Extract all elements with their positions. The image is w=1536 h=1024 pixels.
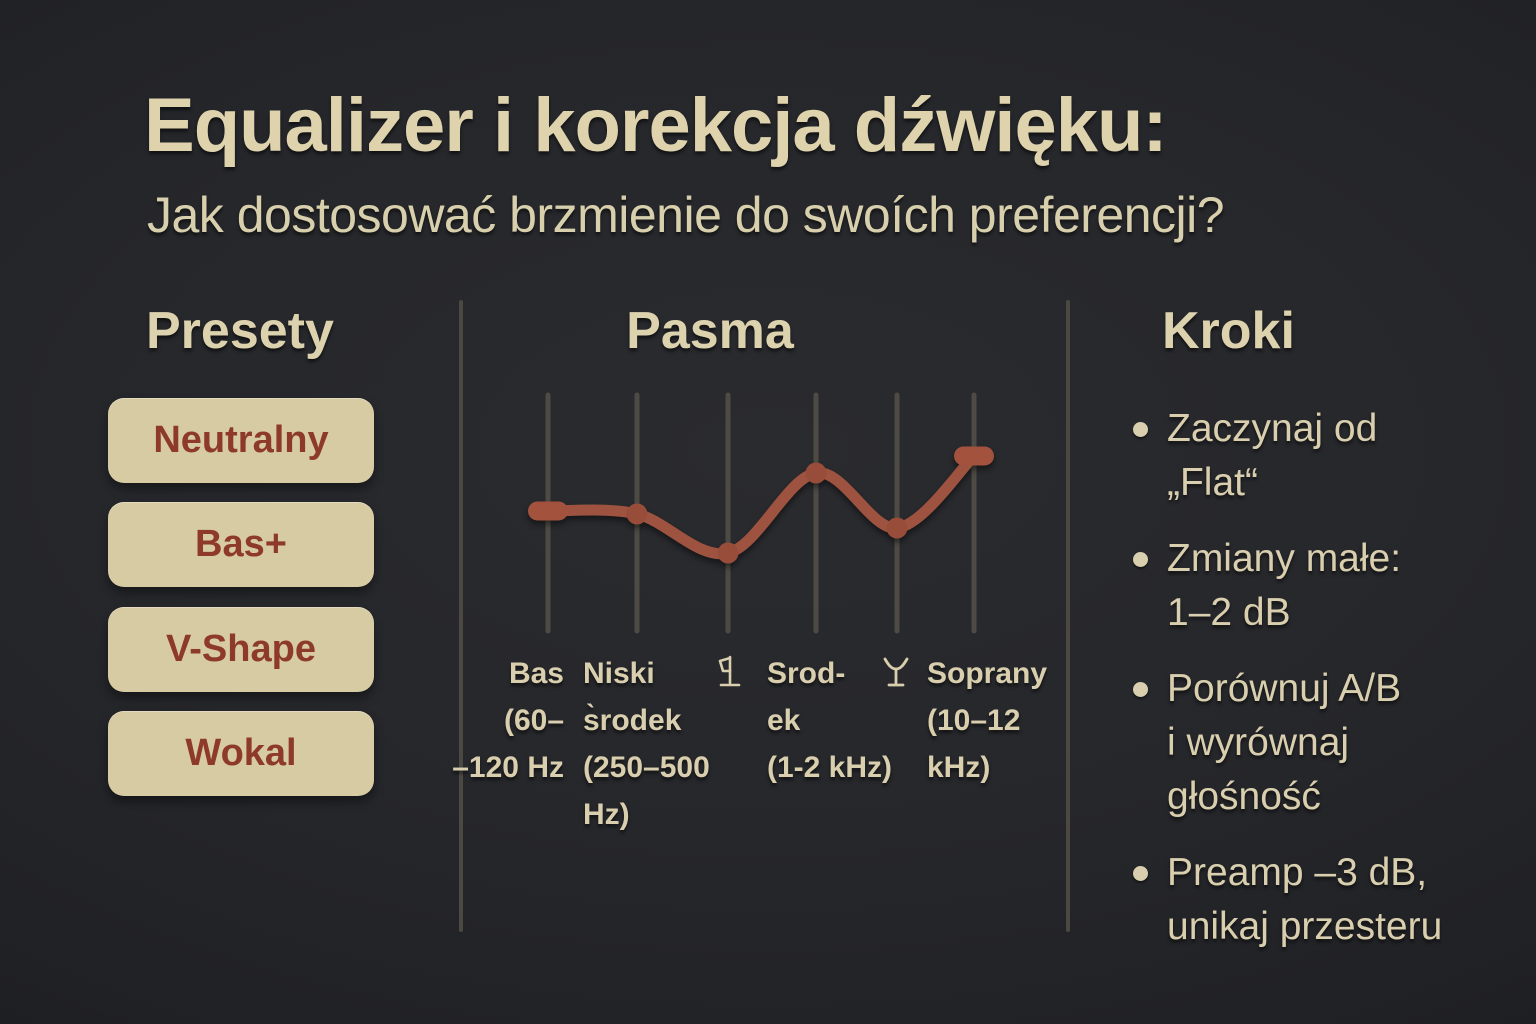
band-label-line: ek bbox=[767, 704, 801, 737]
band-label-line: s̀rodek bbox=[583, 704, 682, 737]
band-label-line: Niski bbox=[583, 657, 655, 690]
band-label-line: (250–500 bbox=[583, 751, 710, 784]
band-label-line: Srod- bbox=[767, 657, 846, 690]
step-line: Zaczynaj od bbox=[1167, 407, 1378, 450]
step-line: Preamp –3 dB, bbox=[1167, 851, 1428, 894]
steps-list bbox=[1133, 402, 1493, 976]
step-item-small-changes bbox=[1133, 532, 1493, 640]
steps-heading: Kroki bbox=[1162, 302, 1295, 360]
band-label-srodek bbox=[767, 650, 892, 791]
preset-button-wokal[interactable]: Wokal bbox=[108, 711, 374, 796]
eq-node-band3[interactable] bbox=[718, 543, 739, 564]
bullet-dot-icon bbox=[1133, 422, 1148, 437]
step-item-preamp bbox=[1133, 846, 1493, 954]
flag-glyph-icon bbox=[716, 654, 742, 697]
page-subtitle: Jak dostosować brzmienie do swoích preferencji? bbox=[147, 187, 1225, 243]
eq-node-band2[interactable] bbox=[627, 504, 648, 525]
bullet-dot-icon bbox=[1133, 552, 1148, 567]
band-label-soprany bbox=[927, 650, 1047, 791]
bullet-dot-icon bbox=[1133, 682, 1148, 697]
step-line: głośność bbox=[1167, 775, 1321, 818]
step-line: i wyrównaj bbox=[1167, 721, 1350, 764]
band-label-line: kHz) bbox=[927, 751, 991, 784]
eq-node-band4[interactable] bbox=[806, 463, 827, 484]
band-label-line: –120 Hz bbox=[452, 751, 564, 784]
band-label-niski-srodek bbox=[583, 650, 710, 838]
preset-button-neutralny[interactable]: Neutralny bbox=[108, 398, 374, 483]
bullet-dot-icon bbox=[1133, 866, 1148, 881]
y-glyph-icon bbox=[881, 656, 911, 693]
eq-node-band5[interactable] bbox=[887, 518, 908, 539]
page-title: Equalizer i korekcja dźwięku: bbox=[144, 83, 1167, 168]
eq-curve bbox=[548, 456, 974, 554]
band-label-line: (60– bbox=[503, 704, 564, 737]
step-line: Porównuj A/B bbox=[1167, 667, 1402, 710]
preset-button-bas-plus[interactable]: Bas+ bbox=[108, 502, 374, 587]
band-label-line: (10–12 bbox=[927, 704, 1021, 737]
band-label-line: (1-2 kHz) bbox=[767, 751, 893, 784]
step-line: Zmiany małe: bbox=[1167, 537, 1402, 580]
step-item-ab-compare bbox=[1133, 662, 1493, 824]
eq-curve-group bbox=[528, 447, 994, 564]
band-label-line: Soprany bbox=[927, 657, 1048, 690]
step-line: 1–2 dB bbox=[1167, 591, 1291, 634]
step-line: unikaj przesteru bbox=[1167, 905, 1443, 948]
band-label-line: Hz) bbox=[583, 798, 630, 831]
eq-handle-band1[interactable] bbox=[528, 502, 568, 521]
step-line: „Flat“ bbox=[1167, 461, 1258, 504]
eq-handle-band6[interactable] bbox=[954, 447, 994, 466]
step-item-flat bbox=[1133, 402, 1493, 510]
band-label-line: Bas bbox=[508, 657, 564, 690]
presets-heading: Presety bbox=[146, 302, 334, 360]
band-label-bas bbox=[434, 650, 564, 791]
bands-heading: Pasma bbox=[626, 302, 794, 360]
preset-button-v-shape[interactable]: V-Shape bbox=[108, 607, 374, 692]
